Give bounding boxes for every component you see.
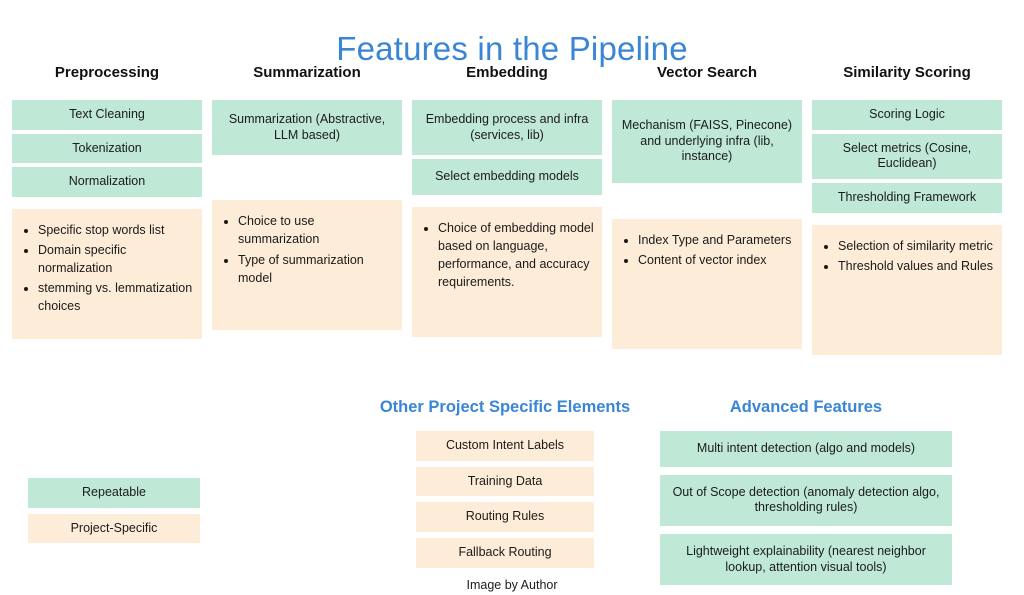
note-item: • Choice of embedding model based on language, performance, and accuracy requirements. (438, 219, 594, 292)
image-caption: Image by Author (466, 578, 558, 592)
column-title: Preprocessing (54, 64, 160, 81)
note-item: • Threshold values and Rules (838, 257, 994, 275)
other-project-specific-section (369, 398, 641, 574)
column-title: Summarization (253, 64, 361, 81)
section-title: Advanced Features (729, 398, 883, 416)
feature-chip[interactable]: Summarization (Abstractive, LLM based) (212, 100, 402, 155)
pipeline-columns (12, 64, 1012, 355)
pipeline-column-vector-search (612, 64, 802, 355)
feature-chip[interactable]: Select metrics (Cosine, Euclidean) (812, 134, 1002, 179)
note-item: • stemming vs. lemmatization choices (38, 279, 194, 315)
page-title: Features in the Pipeline (336, 30, 688, 68)
column-notes (12, 209, 202, 339)
column-title: Vector Search (656, 64, 758, 81)
advanced-feature-item[interactable]: Out of Scope detection (anomaly detection algo, thresholding rules) (660, 475, 952, 526)
note-item: • Domain specific normalization (38, 241, 194, 277)
column-chips (412, 100, 602, 199)
column-title: Similarity Scoring (843, 64, 971, 81)
feature-chip[interactable]: Thresholding Framework (812, 183, 1002, 213)
ops-item[interactable]: Training Data (416, 467, 594, 497)
feature-chip[interactable]: Embedding process and infra (services, lib) (412, 100, 602, 155)
note-item: • Specific stop words list (38, 221, 194, 239)
pipeline-column-similarity-scoring (812, 64, 1002, 355)
note-item: • Type of summarization model (238, 251, 394, 287)
note-item: • Index Type and Parameters (638, 231, 794, 249)
column-chips (212, 100, 402, 159)
pipeline-column-summarization (212, 64, 402, 355)
legend-item-repeatable: Repeatable (28, 478, 200, 508)
column-notes (412, 207, 602, 337)
column-chips (812, 100, 1002, 217)
column-notes (612, 219, 802, 349)
section-title: Other Project Specific Elements (379, 398, 631, 416)
legend-item-project-specific: Project-Specific (28, 514, 200, 544)
column-title: Embedding (466, 64, 548, 81)
column-notes (212, 200, 402, 330)
ops-item[interactable]: Custom Intent Labels (416, 431, 594, 461)
advanced-feature-item[interactable]: Multi intent detection (algo and models) (660, 431, 952, 467)
note-item: • Selection of similarity metric (838, 237, 994, 255)
pipeline-column-preprocessing (12, 64, 202, 355)
feature-chip[interactable]: Select embedding models (412, 159, 602, 195)
column-notes (812, 225, 1002, 355)
note-item: • Content of vector index (638, 251, 794, 269)
advanced-features-section (660, 398, 952, 593)
feature-chip[interactable]: Normalization (12, 167, 202, 197)
advanced-feature-item[interactable]: Lightweight explainability (nearest neighbor lookup, attention visual tools) (660, 534, 952, 585)
ops-item[interactable]: Routing Rules (416, 502, 594, 532)
feature-chip[interactable]: Mechanism (FAISS, Pinecone) and underlying infra (lib, instance) (612, 100, 802, 183)
legend (28, 478, 200, 549)
pipeline-column-embedding (412, 64, 602, 355)
feature-chip[interactable]: Text Cleaning (12, 100, 202, 130)
column-chips (612, 100, 802, 187)
ops-item[interactable]: Fallback Routing (416, 538, 594, 568)
feature-chip[interactable]: Tokenization (12, 134, 202, 164)
feature-chip[interactable]: Scoring Logic (812, 100, 1002, 130)
column-chips (12, 100, 202, 201)
note-item: • Choice to use summarization (238, 212, 394, 248)
